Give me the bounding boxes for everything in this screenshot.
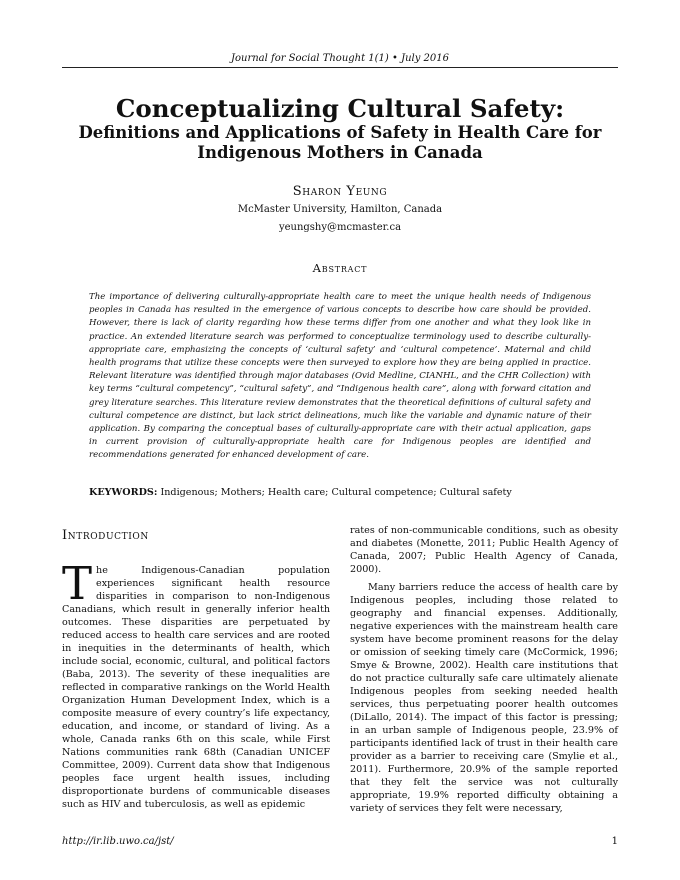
- header-rule: [62, 67, 618, 68]
- article-subtitle: Definitions and Applications of Safety in Health Care for Indigenous Mothers in Canada: [78, 123, 602, 162]
- article-title: Conceptualizing Cultural Safety:: [115, 94, 565, 123]
- left-column: [62, 524, 330, 811]
- introduction-heading: Introduction: [62, 528, 149, 543]
- keywords-text: Indigenous; Mothers; Health care; Cultural competence; Cultural safety: [160, 487, 512, 498]
- keywords: [89, 486, 591, 500]
- drop-cap: T: [62, 557, 93, 610]
- footer-url: http://ir.lib.uwo.ca/jst/: [62, 836, 174, 847]
- abstract-text: The importance of delivering culturally-appropriate health care to meet the unique health needs of Indigenous peoples in Canada has resulted in the emergence of various concepts to describe how care should be provided. However, there is lack of clarity regarding how these terms differ from one another and what they look like in practice. An extended literature search was performed to conceptualize terminology used to describe culturally-appropriate care, emphasizing the concepts of ‘cultural safety’ and ‘cultural competence’. Maternal and child health programs that utilize these concepts were then surveyed to explore how they are being applied in practice. Relevant literature was identified through major databases (Ovid Medline, CIANHL, and the CHR Collection) with key terms “cultural competency”, “cultural safety”, and “Indigenous health care”, along with forward citation and grey literature searches. This literature review demonstrates that the theoretical definitions of cultural safety and cultural competence are distinct, but lack strict delineations, much like the variable and dynamic nature of their application. By comparing the conceptual bases of culturally-appropriate care with their actual application, gaps in current provision of culturally-appropriate health care for Indigenous peoples are identified and recommendations generated for enhanced development of care.: [89, 292, 591, 461]
- abstract-heading: Abstract: [312, 261, 368, 275]
- right-column: [350, 524, 618, 815]
- page-number: 1: [611, 836, 618, 847]
- author-name: Sharon Yeung: [292, 184, 388, 199]
- intro-paragraph-1-text: he Indigenous-Canadian population experiences significant health resource disparities in comparison to non-Indigenous Canadians, which result in generally inferior health outcomes. These disparities are perpetuated by reduced access to health care services and are rooted in inequities in the determinants of health, which include social, economic, cultural, and political factors (Baba, 2013). The severity of these inequalities are reflected in comparative rankings on the World Health Organization Human Development Index, which is a composite measure of every country’s life expectancy, education, and income, or standard of living. As a whole, Canada ranks 6th on this scale, while First Nations communities rank 68th (Canadian UNICEF Committee, 2009). Current data show that Indigenous peoples face urgent health issues, including disproportionate burdens of communicable diseases such as HIV and tuberculosis, as well as epidemic: [62, 565, 330, 810]
- intro-paragraph-2: Many barriers reduce the access of health care by Indigenous peoples, including those related to geography and financial expenses. Additionally, negative experiences with the mainstream health care system have become prominent reasons for the delay or omission of seeking timely care (McCormick, 1996; Smye & Browne, 2002). Health care institutions that do not practice culturally safe care ultimately alienate Indigenous peoples from seeking needed health services, thus perpetuating poorer health outcomes (DiLallo, 2014). The impact of this factor is pressing; in an urban sample of Indigenous people, 23.9% of participants identified lack of trust in their health care provider as a barrier to receiving care (Smylie et al., 2011). Furthermore, 20.9% of the sample reported that they felt the service was not culturally appropriate, 19.9% reported difficulty obtaining a variety of services they felt were necessary,: [350, 582, 618, 814]
- author-affiliation: McMaster University, Hamilton, Canada: [237, 204, 443, 215]
- intro-paragraph-1: [62, 557, 330, 811]
- keywords-label: KEYWORDS:: [89, 487, 158, 498]
- running-header: Journal for Social Thought 1(1) • July 2016: [230, 53, 450, 64]
- author-email: yeungshy@mcmaster.ca: [278, 222, 402, 233]
- intro-paragraph-continuation: rates of non-communicable conditions, such as obesity and diabetes (Monette, 2011; Public Health Agency of Canada, 2007; Public Health Agency of Canada, 2000).: [350, 525, 618, 575]
